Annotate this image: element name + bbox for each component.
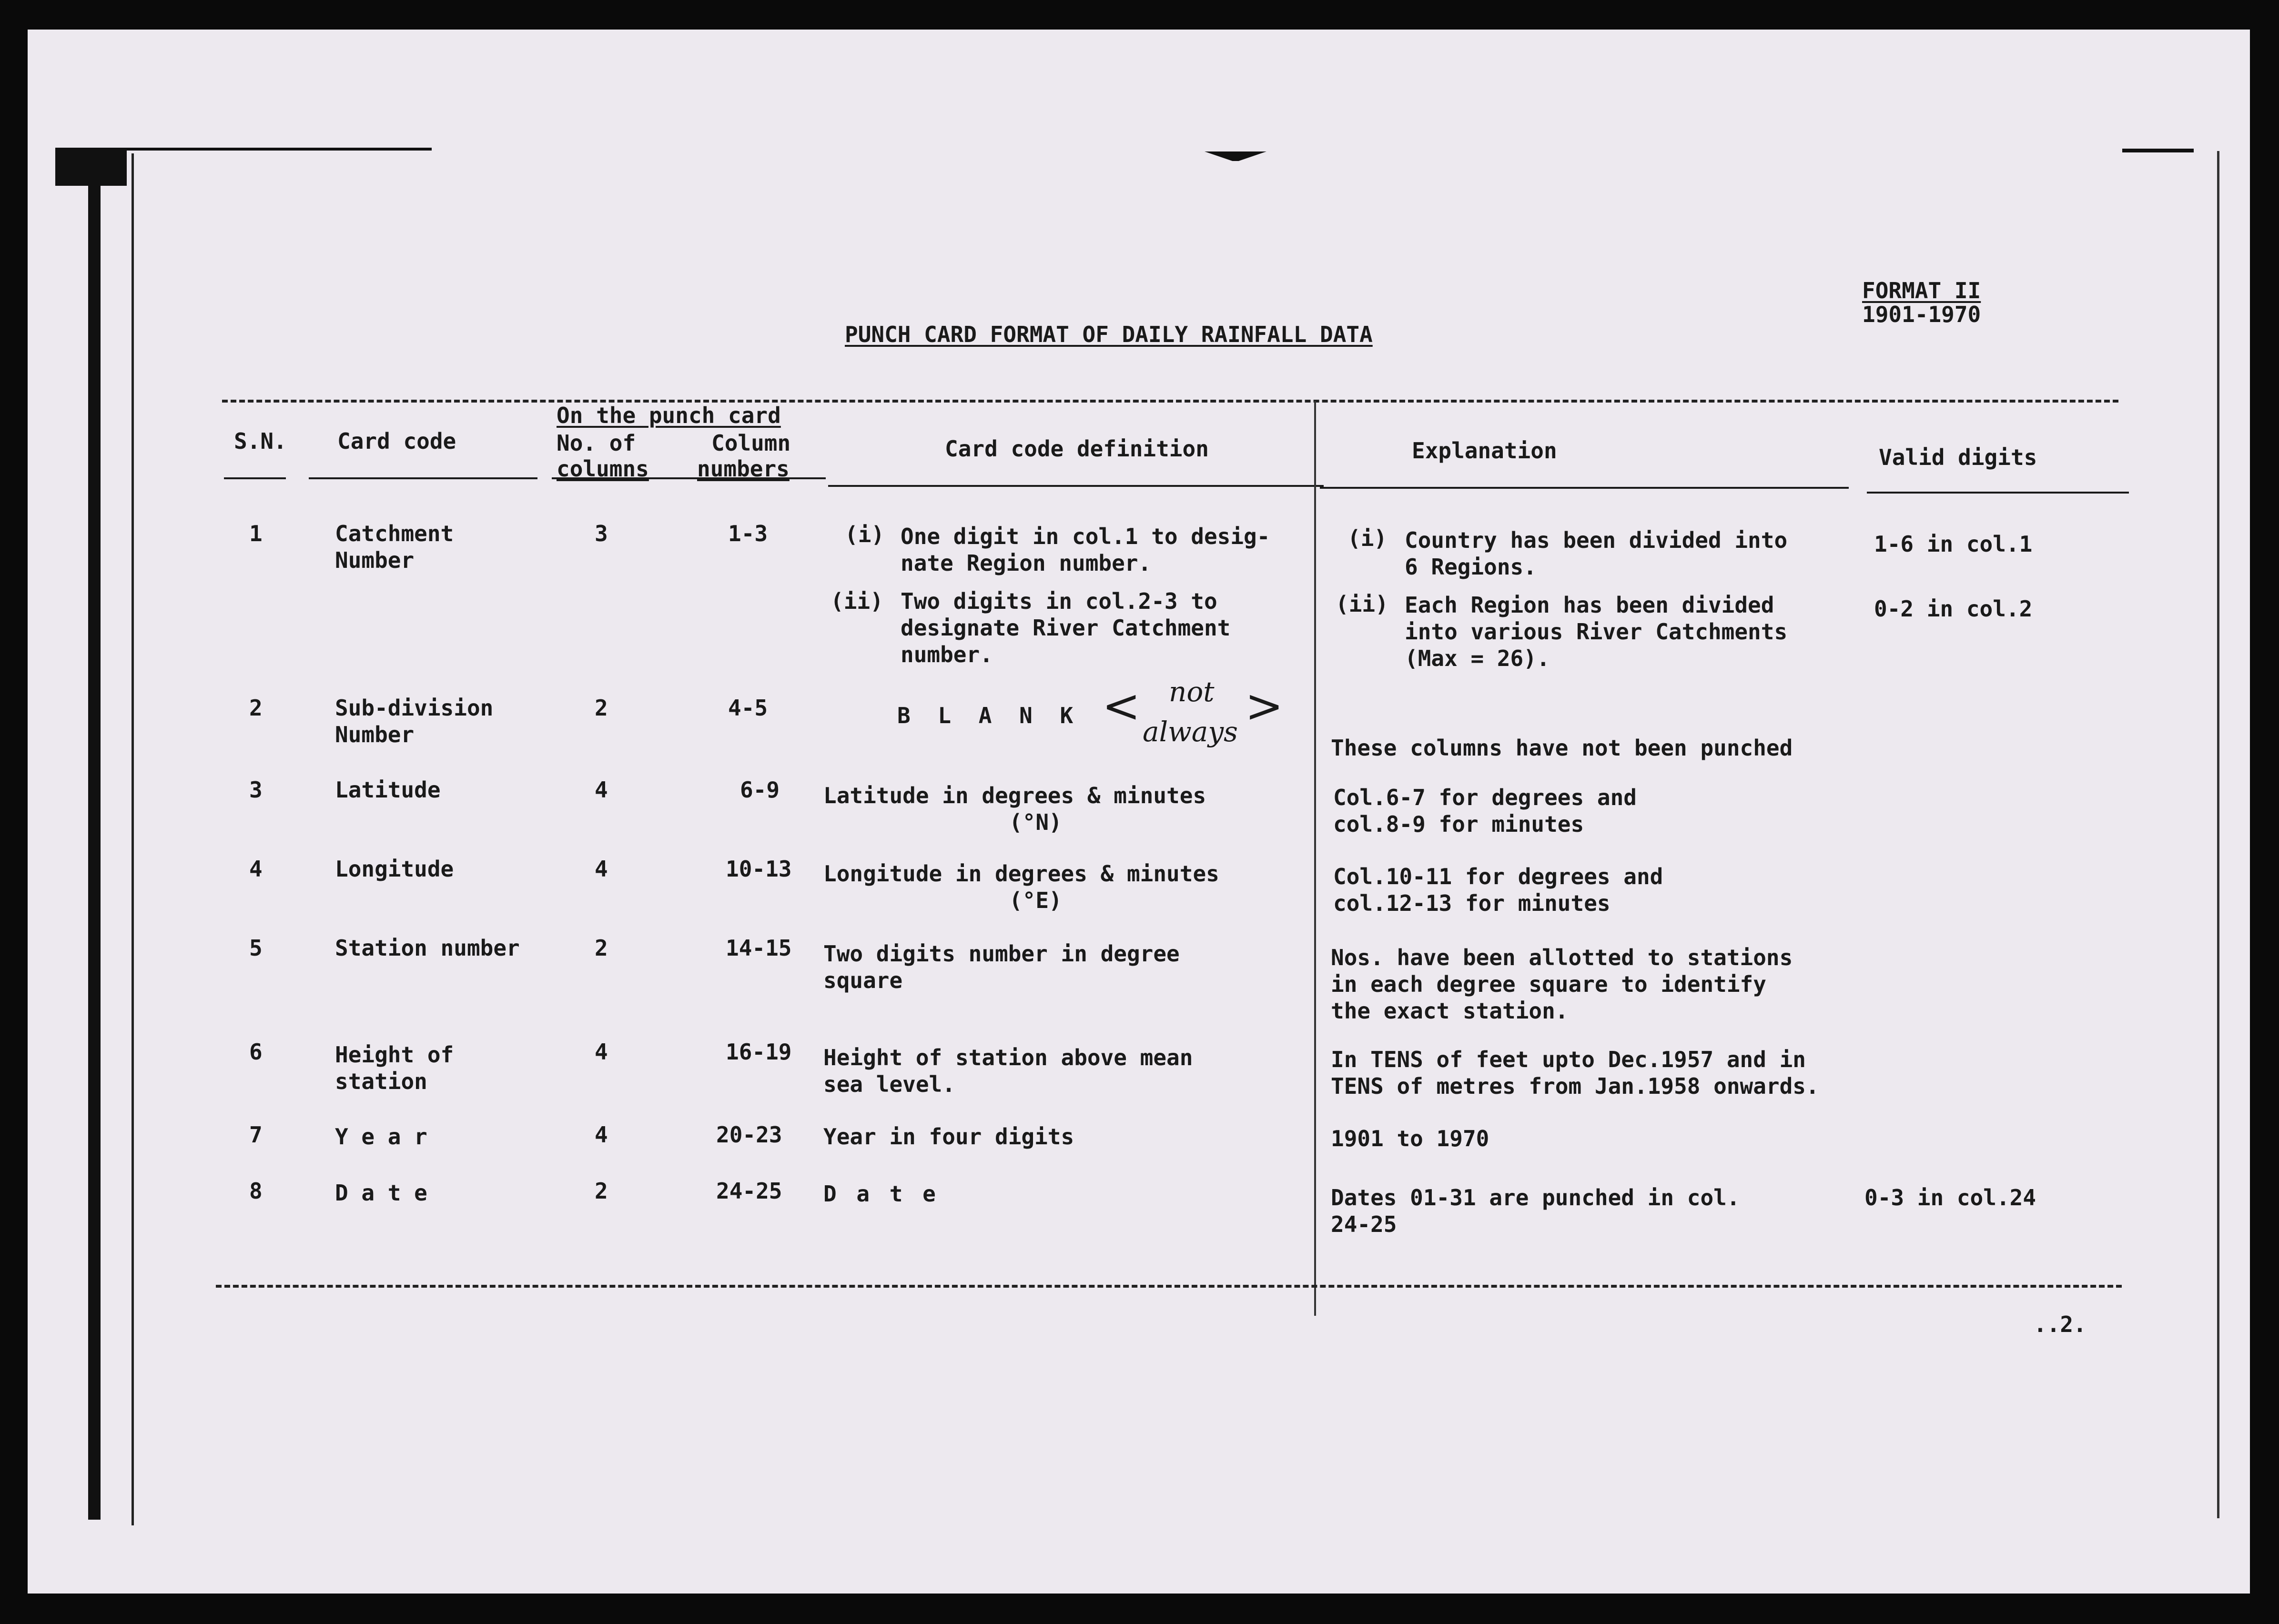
row8-valid: 0-3 in col.24	[1864, 1185, 2036, 1210]
row1-def-ii-line2: designate River Catchment	[901, 615, 1231, 641]
table-bottom-rule	[216, 1285, 2122, 1288]
row1-exp-ii-line1: Each Region has been divided	[1405, 592, 1774, 618]
row7-num-columns: 4	[595, 1122, 608, 1148]
row2-handwritten-bracket-left: <	[1102, 679, 1141, 733]
row1-def-i-line1: One digit in col.1 to desig-	[901, 524, 1270, 549]
header-column-numbers-2: numbers	[697, 456, 790, 482]
header-underline-code	[309, 477, 537, 479]
header-no-of-columns-1: No. of	[557, 430, 636, 456]
row6-code-line1: Height of	[335, 1042, 454, 1068]
row1-code-line2: Number	[335, 547, 415, 573]
row6-column-numbers: 16-19	[726, 1039, 792, 1065]
row7-exp: 1901 to 1970	[1331, 1126, 1489, 1151]
row2-code-line2: Number	[335, 722, 415, 747]
header-card-code: Card code	[337, 428, 456, 454]
row6-def-line2: sea level.	[823, 1071, 955, 1097]
row7-sn: 7	[249, 1122, 263, 1148]
explanation-divider	[1314, 401, 1316, 1316]
row4-column-numbers: 10-13	[726, 856, 792, 882]
row6-code-line2: station	[335, 1069, 427, 1094]
row3-def-line1: Latitude in degrees & minutes	[823, 783, 1206, 808]
row4-exp-line1: Col.10-11 for degrees and	[1333, 864, 1663, 889]
row2-handwritten-bracket-right: >	[1245, 679, 1284, 733]
row3-def-line2: (°N)	[1009, 809, 1062, 835]
row2-def-blank: B L A N K	[897, 703, 1074, 728]
row2-handwritten-note-1: not	[1169, 676, 1215, 708]
row3-code: Latitude	[335, 777, 441, 803]
header-no-of-columns-2: columns	[557, 456, 649, 482]
row6-sn: 6	[249, 1039, 263, 1065]
row5-exp-line3: the exact station.	[1331, 998, 1569, 1024]
row1-valid-2: 0-2 in col.2	[1874, 596, 2033, 622]
row7-column-numbers: 20-23	[716, 1122, 782, 1148]
row6-exp-line1: In TENS of feet upto Dec.1957 and in	[1331, 1047, 1806, 1072]
row1-exp-ii-line3: (Max = 26).	[1405, 646, 1550, 671]
row1-exp-ii-line2: into various River Catchments	[1405, 619, 1788, 645]
row5-def-line1: Two digits number in degree	[823, 941, 1180, 967]
row1-def-i-mark: (i)	[845, 522, 885, 547]
row5-column-numbers: 14-15	[726, 935, 792, 961]
row5-sn: 5	[249, 935, 263, 961]
row6-exp-line2: TENS of metres from Jan.1958 onwards.	[1331, 1073, 1819, 1099]
document-page	[28, 30, 2250, 1594]
row8-exp-line2: 24-25	[1331, 1211, 1397, 1237]
row1-def-i-line2: nate Region number.	[901, 550, 1152, 576]
row1-exp-i-line2: 6 Regions.	[1405, 554, 1537, 580]
row3-column-numbers: 6-9	[740, 777, 780, 803]
row3-sn: 3	[249, 777, 263, 803]
row1-sn: 1	[249, 521, 263, 546]
row4-exp-line2: col.12-13 for minutes	[1333, 890, 1610, 916]
row4-num-columns: 4	[595, 856, 608, 882]
row2-explanation: These columns have not been punched	[1331, 735, 1793, 761]
row2-code-line1: Sub-division	[335, 695, 494, 721]
row4-sn: 4	[249, 856, 263, 882]
row1-def-ii-line1: Two digits in col.2-3 to	[901, 588, 1217, 614]
row8-column-numbers: 24-25	[716, 1178, 782, 1204]
row7-def: Year in four digits	[823, 1124, 1074, 1150]
top-right-margin-rule	[2122, 149, 2194, 152]
row2-handwritten-note-2: always	[1143, 716, 1238, 748]
row8-exp-line1: Dates 01-31 are punched in col.	[1331, 1185, 1740, 1210]
row1-code-line1: Catchment	[335, 521, 454, 546]
header-underline-exp	[1320, 487, 1849, 489]
format-label: FORMAT II	[1862, 278, 1981, 303]
header-column-numbers-1: Column	[711, 430, 791, 456]
row5-exp-line1: Nos. have been allotted to stations	[1331, 945, 1793, 970]
row2-column-numbers: 4-5	[728, 695, 768, 721]
header-underline-valid	[1867, 492, 2129, 494]
row8-num-columns: 2	[595, 1178, 608, 1204]
row4-def-line2: (°E)	[1009, 888, 1062, 913]
row8-def: D a t e	[823, 1181, 936, 1207]
top-center-mark	[1205, 151, 1266, 161]
row3-num-columns: 4	[595, 777, 608, 803]
page-continuation-marker: ..2.	[2034, 1311, 2087, 1337]
row1-num-columns: 3	[595, 521, 608, 546]
row3-exp-line1: Col.6-7 for degrees and	[1333, 785, 1637, 810]
row8-sn: 8	[249, 1178, 263, 1204]
row4-def-line1: Longitude in degrees & minutes	[823, 861, 1219, 887]
row2-num-columns: 2	[595, 695, 608, 721]
row5-def-line2: square	[823, 968, 903, 993]
header-card-code-definition: Card code definition	[945, 436, 1209, 462]
row5-exp-line2: in each degree square to identify	[1331, 971, 1766, 997]
format-years: 1901-1970	[1862, 302, 1981, 327]
row1-exp-ii-mark: (ii)	[1336, 591, 1388, 617]
header-sn: S.N.	[234, 428, 287, 454]
header-valid-digits: Valid digits	[1879, 444, 2037, 470]
row1-def-ii-mark: (ii)	[831, 588, 883, 614]
top-left-corner-blob	[55, 148, 127, 186]
row4-code: Longitude	[335, 856, 454, 882]
row1-exp-i-mark: (i)	[1347, 525, 1388, 551]
row8-code: D a t e	[335, 1180, 427, 1206]
row5-num-columns: 2	[595, 935, 608, 961]
row6-def-line1: Height of station above mean	[823, 1045, 1193, 1070]
left-margin-bar	[88, 150, 101, 1520]
row1-column-numbers: 1-3	[728, 521, 768, 546]
row1-valid-1: 1-6 in col.1	[1874, 531, 2033, 557]
row2-sn: 2	[249, 695, 263, 721]
row1-exp-i-line1: Country has been divided into	[1405, 527, 1788, 553]
header-explanation: Explanation	[1412, 438, 1557, 464]
left-margin-thin-line	[132, 153, 134, 1525]
row1-def-ii-line3: number.	[901, 642, 993, 667]
row7-code: Y e a r	[335, 1124, 427, 1150]
table-top-rule	[222, 400, 2118, 403]
row6-num-columns: 4	[595, 1039, 608, 1065]
page-title: PUNCH CARD FORMAT OF DAILY RAINFALL DATA	[845, 322, 1373, 347]
row3-exp-line2: col.8-9 for minutes	[1333, 811, 1584, 837]
row5-code: Station number	[335, 935, 520, 961]
header-underline-def	[828, 485, 1324, 487]
header-on-punch-card: On the punch card	[557, 403, 781, 428]
right-margin-line	[2217, 151, 2219, 1518]
header-underline-sn	[224, 477, 286, 479]
